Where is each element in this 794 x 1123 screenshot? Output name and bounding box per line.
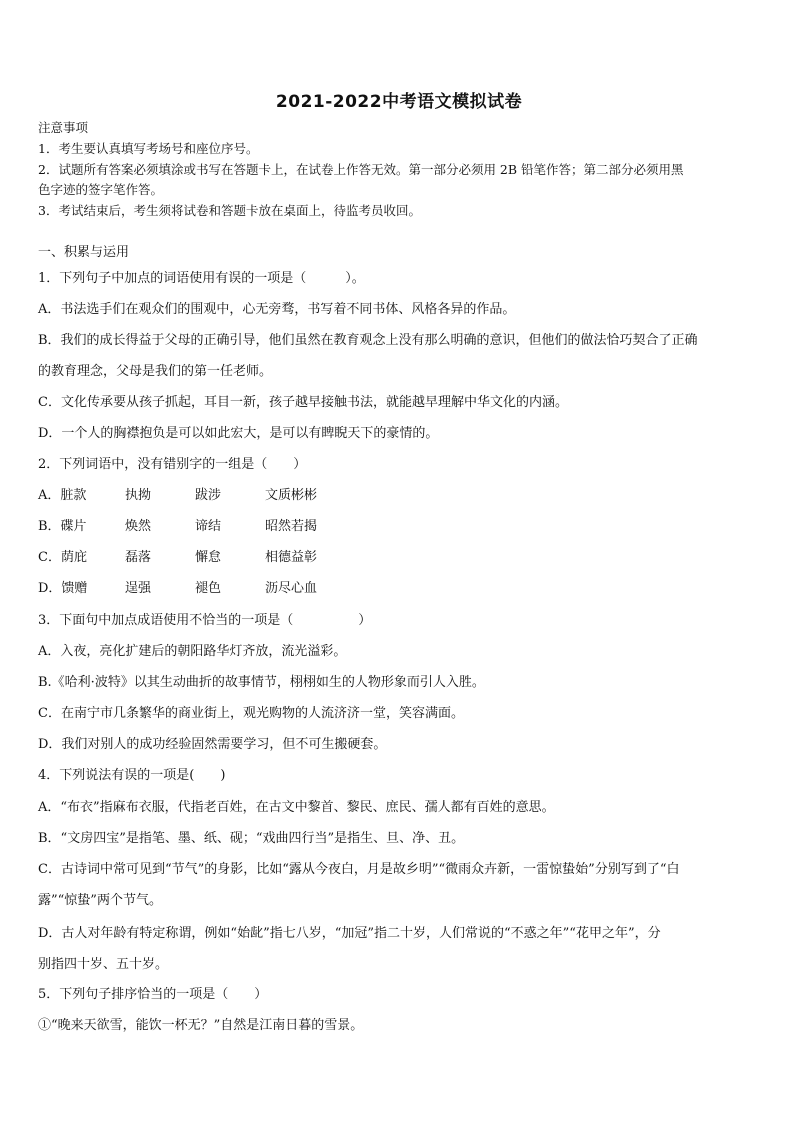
option-a-word-2: 执拗 (125, 488, 152, 503)
option-c: C．文化传承要从孩子抓起，耳目一新，孩子越早接触书法，就能越早理解中华文化的内涵。 (38, 395, 568, 410)
option-d: D．一个人的胸襟抱负是可以如此宏大，是可以有睥睨天下的豪情的。 (38, 426, 439, 441)
option-c: C．古诗词中常可见到“节气”的身影，比如“露从今夜白，月是故乡明”“微雨众卉新，一雷惊蛰始”分别写到了“白 (38, 862, 680, 877)
notice-item: 1．考生要认真填写考场号和座位序号。 (38, 141, 259, 156)
option-b: B．我们的成长得益于父母的正确引导，他们虽然在教育观念上没有那么明确的意识，但他们的做法恰巧契合了正确 (38, 333, 698, 348)
option-a: A．入夜，亮化扩建后的朝阳路华灯齐放，流光溢彩。 (38, 644, 347, 659)
option-a: A．书法选手们在观众们的围观中，心无旁骛，书写着不同书体、风格各异的作品。 (38, 302, 516, 317)
option-b-cont: 的教育理念，父母是我们的第一任老师。 (38, 364, 273, 379)
option-b-word-4: 昭然若揭 (265, 519, 318, 534)
question-stem: 4．下列说法有误的一项是( ) (38, 768, 226, 783)
option-b: B．“文房四宝”是指笔、墨、纸、砚；“戏曲四行当”是指生、旦、净、丑。 (38, 831, 465, 846)
option-c-word-1: C．荫庇 (38, 550, 87, 565)
option-d-word-3: 褪色 (195, 581, 222, 596)
question-stem: 1．下列句子中加点的词语使用有误的一项是（ ）。 (38, 271, 365, 286)
question-stem: 3．下面句中加点成语使用不恰当的一项是（ ） (38, 613, 372, 628)
option-d-cont: 别指四十岁、五十岁。 (38, 957, 169, 972)
notice-item: 3．考试结束后，考生须将试卷和答题卡放在桌面上，待监考员收回。 (38, 203, 421, 218)
option-c-word-3: 懈怠 (195, 550, 222, 565)
question-stem: 5．下列句子排序恰当的一项是（ ） (38, 987, 268, 1002)
option-d: D．我们对别人的成功经验固然需要学习，但不可生搬硬套。 (38, 737, 387, 752)
option-c-cont: 露”“惊蛰”两个节气。 (38, 893, 162, 908)
option-b-word-2: 焕然 (125, 519, 152, 534)
option-c-word-4: 相德益彰 (265, 550, 318, 565)
notice-item: 色字迹的签字笔作答。 (38, 182, 164, 197)
option-c-word-2: 磊落 (125, 550, 152, 565)
option-c: C．在南宁市几条繁华的商业街上，观光购物的人流济济一堂，笑容满面。 (38, 706, 464, 721)
option-a-word-1: A．脏款 (38, 488, 87, 503)
section-heading: 一、积累与运用 (38, 245, 130, 260)
option-a: A．“布衣”指麻布衣服，代指老百姓，在古文中黎首、黎民、庶民、孺人都有百姓的意思。 (38, 800, 555, 815)
option-d-word-4: 沥尽心血 (265, 581, 318, 596)
option-d-word-1: D．馈赠 (38, 581, 88, 596)
question-stem: 2．下列词语中，没有错别字的一组是（ ） (38, 457, 307, 472)
page-title: 2021-2022中考语文模拟试卷 (275, 92, 523, 112)
option-a-word-4: 文质彬彬 (265, 488, 318, 503)
option-b-word-1: B．碟片 (38, 519, 87, 534)
option-b-word-3: 谛结 (195, 519, 222, 534)
option-d: D．古人对年龄有特定称谓，例如“始龀”指七八岁，“加冠”指二十岁，人们常说的“不惑之年”“花甲之年”，分 (38, 926, 661, 941)
notice-heading: 注意事项 (38, 120, 89, 135)
notice-item: 2．试题所有答案必须填涂或书写在答题卡上，在试卷上作答无效。第一部分必须用 2B 铅笔作答；第二部分必须用黑 (38, 162, 684, 177)
option-b: B.《哈利·波特》以其生动曲折的故事情节，栩栩如生的人物形象而引人入胜。 (38, 675, 485, 690)
option-a-word-3: 跋涉 (195, 488, 222, 503)
sentence-1: ①“晚来天欲雪，能饮一杯无？”自然是江南日暮的雪景。 (38, 1018, 364, 1033)
option-d-word-2: 逞强 (125, 581, 152, 596)
